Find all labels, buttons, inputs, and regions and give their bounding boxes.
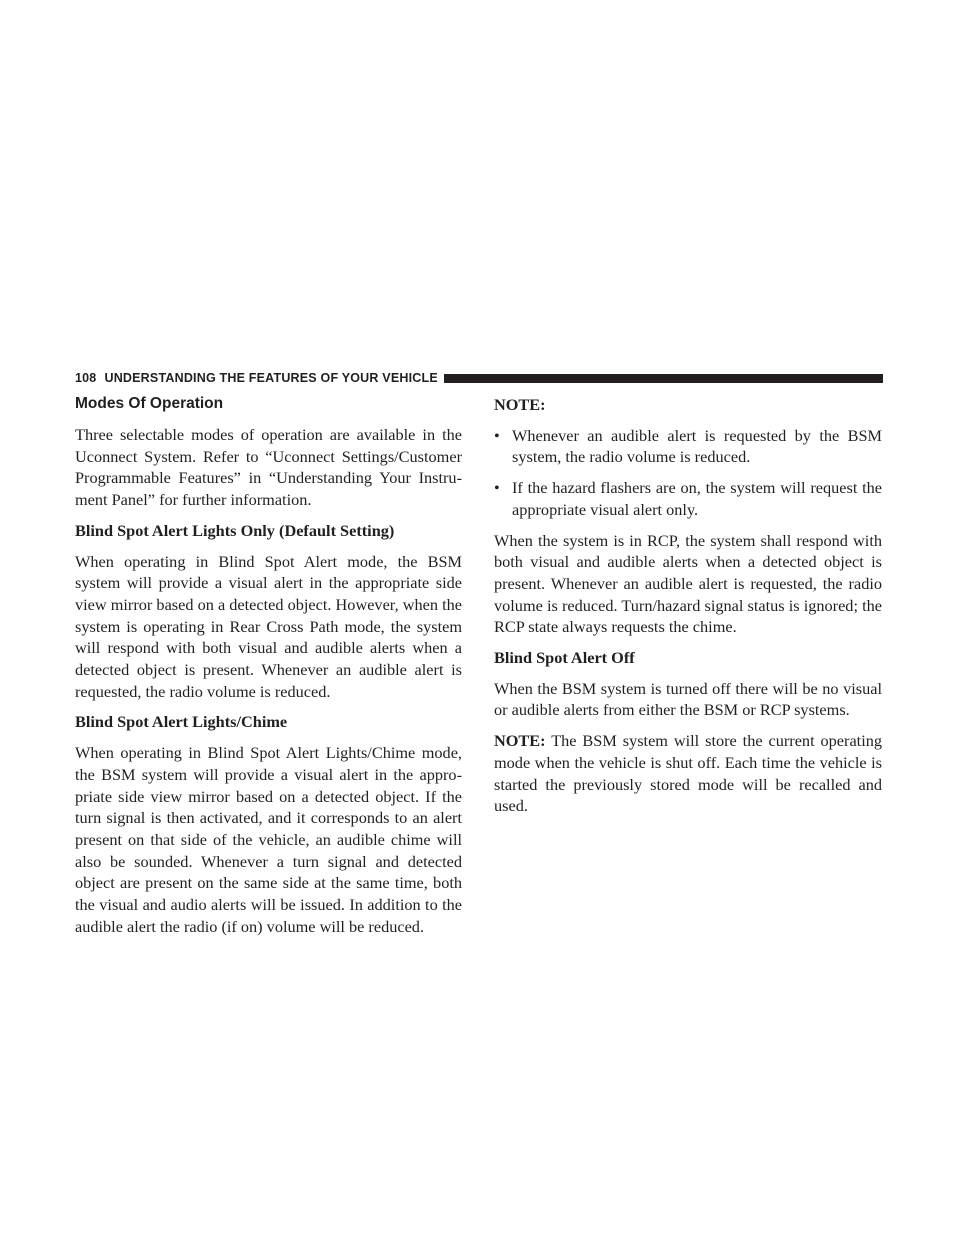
list-item	[494, 425, 882, 468]
left-column	[75, 394, 462, 946]
note-heading: NOTE:	[494, 395, 546, 414]
final-note-text: The BSM system will store the current operating mode when the vehicle is shut off. Each time the vehicle is started the previously stored mode will be recalled and used.	[494, 731, 882, 816]
paragraph-lights-chime: When operating in Blind Spot Alert Lights/Chime mode, the BSM system will provide a visual alert in the appro- priate side view mirror based on a detected object. If the turn signal is then activated, and it corresponds to an alert present on that side of the vehicle, an audible chime will also be sounded. Whenever a turn signal and detected object are present on the same side at the same time, both the visual and audio alerts will be issued. In addition to the audible alert the radio (if on) volume will be reduced.	[75, 743, 462, 936]
right-column	[494, 394, 882, 826]
list-item-text: If the hazard flashers are on, the system will request the appropriate visual alert only.	[512, 478, 882, 519]
section-title: UNDERSTANDING THE FEATURES OF YOUR VEHICLE	[104, 371, 438, 385]
page-title: Modes Of Operation	[75, 395, 224, 412]
rcp-paragraph: When the system is in RCP, the system shall respond with both visual and audible alerts when a detected object is present. Whenever an audible alert is requested, the radio volume is reduced. Turn/hazard signal status is ignored; the RCP state always requests the chime.	[494, 530, 882, 637]
intro-paragraph: Three selectable modes of operation are available in the Uconnect System. Refer to “Uconnect Settings/Customer Programmable Features” in “Understanding Your Instru- ment Panel” for further information.	[75, 425, 462, 510]
bullet-icon: •	[494, 478, 500, 498]
subheading-lights-only: Blind Spot Alert Lights Only (Default Setting)	[75, 520, 395, 540]
note-list	[494, 425, 882, 521]
list-item	[494, 477, 882, 520]
subheading-alert-off: Blind Spot Alert Off	[494, 648, 635, 668]
subheading-lights-chime: Blind Spot Alert Lights/Chime	[75, 712, 288, 732]
bullet-icon: •	[494, 425, 500, 445]
list-item-text: Whenever an audible alert is requested by the BSM system, the radio volume is reduced.	[512, 425, 882, 467]
page-header	[75, 368, 883, 388]
page-number: 108	[75, 371, 97, 385]
paragraph-alert-off: When the BSM system is turned off there will be no visual or audible alerts from either the BSM or RCP systems.	[494, 678, 882, 720]
final-note	[494, 730, 882, 817]
header-rule	[444, 374, 883, 383]
paragraph-lights-only: When operating in Blind Spot Alert mode, the BSM system will provide a visual alert in the appropriate side view mirror based on a detected object. However, when the system is operating in Rear Cross Path mode, the system will respond with both visual and audible alerts when a detected object is present. Whenever an audible alert is requested, the radio volume is reduced.	[75, 551, 462, 701]
final-note-label: NOTE:	[494, 731, 546, 751]
